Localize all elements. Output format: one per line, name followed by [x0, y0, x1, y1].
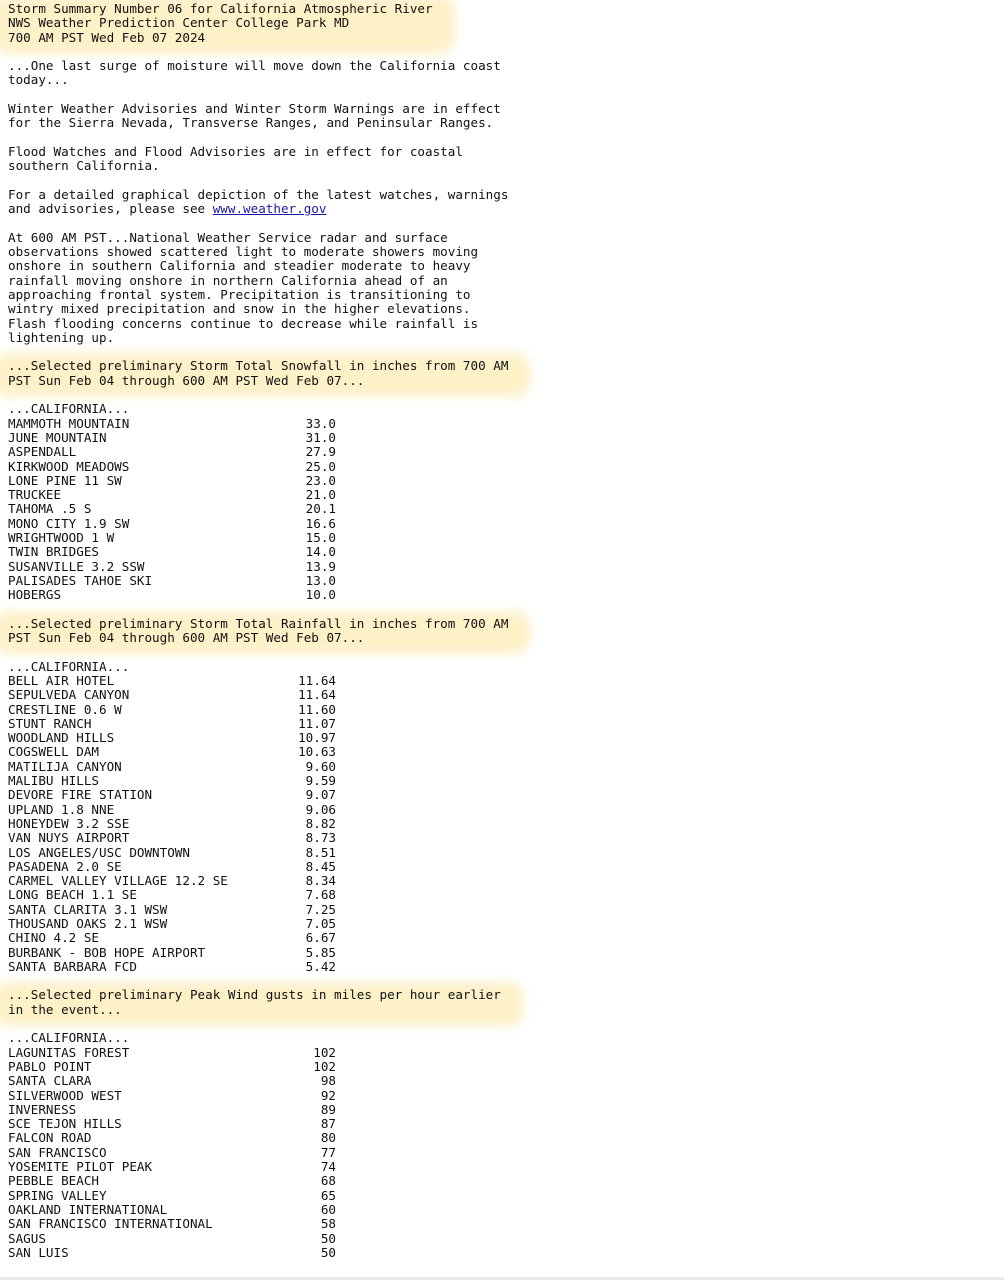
snowfall-station-value: 23.0 — [305, 472, 336, 488]
wind-row — [8, 1060, 996, 1074]
rainfall-station-name: MALIBU HILLS — [8, 773, 99, 789]
rainfall-station-value: 7.05 — [305, 916, 336, 931]
rainfall-station-name: SANTA CLARITA 3.1 WSW — [8, 901, 168, 917]
wind-heading-line: ...Selected preliminary Peak Wind gusts in miles per hour earlier — [8, 987, 501, 1003]
discussion-line: At 600 AM PST...National Weather Service radar and surface — [8, 229, 448, 245]
snowfall-row — [8, 417, 996, 431]
rainfall-station-name: CHINO 4.2 SE — [8, 930, 99, 946]
snowfall-station-name: WRIGHTWOOD 1 W — [8, 529, 115, 545]
rainfall-station-name: SANTA BARBARA FCD — [8, 958, 137, 974]
discussion-line: rainfall moving onshore in northern California ahead of an — [8, 272, 448, 288]
snowfall-row — [8, 445, 996, 459]
wind-station-value: 80 — [320, 1130, 336, 1146]
header-office: NWS Weather Prediction Center College Park MD — [8, 15, 350, 31]
rainfall-station-name: PASADENA 2.0 SE — [8, 858, 122, 874]
rainfall-station-name: THOUSAND OAKS 2.1 WSW — [8, 916, 168, 931]
snowfall-station-value: 13.9 — [305, 558, 336, 574]
rainfall-row — [8, 674, 996, 688]
rainfall-station-name: WOODLAND HILLS — [8, 730, 115, 746]
rainfall-heading-line: PST Sun Feb 04 through 600 AM PST Wed Feb 07... — [8, 630, 365, 646]
rainfall-station-value: 11.60 — [298, 701, 336, 717]
rainfall-station-name: HONEYDEW 3.2 SSE — [8, 815, 130, 831]
rainfall-station-name: BURBANK - BOB HOPE AIRPORT — [8, 944, 206, 960]
document-header — [8, 2, 433, 45]
wind-row — [8, 1203, 996, 1217]
snowfall-station-value: 33.0 — [305, 415, 336, 431]
wind-row — [8, 1089, 996, 1103]
rainfall-station-value: 6.67 — [305, 930, 336, 946]
headline-line: ...One last surge of moisture will move down the California coast — [8, 58, 501, 74]
rainfall-heading — [8, 617, 508, 646]
rainfall-station-name: VAN NUYS AIRPORT — [8, 830, 130, 846]
snowfall-station-name: JUNE MOUNTAIN — [8, 429, 107, 445]
snowfall-row — [8, 488, 996, 502]
snowfall-state-label: ...CALIFORNIA... — [8, 401, 130, 417]
wind-station-value: 89 — [320, 1101, 336, 1117]
rainfall-row — [8, 831, 996, 845]
rainfall-station-value: 5.42 — [305, 958, 336, 974]
snowfall-station-name: TWIN BRIDGES — [8, 544, 99, 560]
rainfall-station-value: 9.60 — [305, 758, 336, 774]
wind-station-value: 50 — [320, 1244, 336, 1260]
wind-row — [8, 1174, 996, 1188]
rainfall-station-name: BELL AIR HOTEL — [8, 672, 115, 688]
snowfall-station-value: 25.0 — [305, 458, 336, 474]
storm-summary-document — [8, 2, 996, 1260]
rainfall-station-value: 8.45 — [305, 858, 336, 874]
snowfall-row — [8, 460, 996, 474]
discussion-line: lightening up. — [8, 329, 115, 345]
wind-row — [8, 1246, 996, 1260]
graphical-depiction-line — [8, 202, 996, 216]
rainfall-row — [8, 860, 996, 874]
snowfall-heading — [8, 359, 508, 388]
discussion-line: Flash flooding concerns continue to decrease while rainfall is — [8, 315, 479, 331]
rainfall-station-name: LONG BEACH 1.1 SE — [8, 887, 137, 903]
rainfall-station-name: DEVORE FIRE STATION — [8, 787, 153, 803]
rainfall-row — [8, 874, 996, 888]
rainfall-row — [8, 703, 996, 717]
rainfall-row — [8, 688, 996, 702]
rainfall-station-value: 9.06 — [305, 801, 336, 817]
rainfall-row — [8, 931, 996, 945]
graphical-depiction-prefix: and advisories, please see — [8, 201, 213, 217]
snowfall-station-value: 15.0 — [305, 529, 336, 545]
rainfall-station-value: 10.63 — [298, 744, 336, 760]
rainfall-station-value: 8.34 — [305, 873, 336, 889]
wind-station-name: SILVERWOOD WEST — [8, 1087, 122, 1103]
wind-station-name: PEBBLE BEACH — [8, 1173, 99, 1189]
wind-row — [8, 1074, 996, 1088]
wind-station-value: 98 — [320, 1073, 336, 1089]
snowfall-row — [8, 517, 996, 531]
snowfall-table — [8, 417, 996, 603]
rainfall-station-value: 8.51 — [305, 844, 336, 860]
rainfall-row — [8, 788, 996, 802]
wind-station-name: OAKLAND INTERNATIONAL — [8, 1201, 168, 1217]
wind-row — [8, 1046, 996, 1060]
wind-station-name: SAGUS — [8, 1230, 46, 1246]
discussion-line: onshore in southern California and steadier moderate to heavy — [8, 258, 471, 274]
header-timestamp: 700 AM PST Wed Feb 07 2024 — [8, 29, 206, 45]
rainfall-row — [8, 888, 996, 902]
rainfall-station-value: 9.59 — [305, 773, 336, 789]
wind-row — [8, 1232, 996, 1246]
rainfall-station-name: COGSWELL DAM — [8, 744, 99, 760]
snowfall-station-value: 13.0 — [305, 572, 336, 588]
rainfall-row — [8, 803, 996, 817]
wind-heading-line: in the event... — [8, 1001, 122, 1017]
flood-line: southern California. — [8, 158, 160, 174]
wind-station-value: 77 — [320, 1144, 336, 1160]
wind-station-name: SAN FRANCISCO INTERNATIONAL — [8, 1216, 213, 1232]
snowfall-station-name: TRUCKEE — [8, 487, 62, 503]
wind-station-name: SCE TEJON HILLS — [8, 1116, 122, 1132]
rainfall-row — [8, 717, 996, 731]
rainfall-station-name: UPLAND 1.8 NNE — [8, 801, 115, 817]
wind-station-name: INVERNESS — [8, 1101, 77, 1117]
rainfall-row — [8, 745, 996, 759]
snowfall-row — [8, 531, 996, 545]
snowfall-heading-line: ...Selected preliminary Storm Total Snowfall in inches from 700 AM — [8, 358, 509, 374]
wind-row — [8, 1131, 996, 1145]
rainfall-station-value: 7.68 — [305, 887, 336, 903]
flood-line: Flood Watches and Flood Advisories are in effect for coastal — [8, 143, 463, 159]
rainfall-station-value: 7.25 — [305, 901, 336, 917]
snowfall-row — [8, 431, 996, 445]
rainfall-heading-line: ...Selected preliminary Storm Total Rainfall in inches from 700 AM — [8, 615, 509, 631]
wind-state-label: ...CALIFORNIA... — [8, 1030, 130, 1046]
rainfall-station-value: 10.97 — [298, 730, 336, 746]
wind-station-value: 92 — [320, 1087, 336, 1103]
rainfall-station-value: 11.64 — [298, 672, 336, 688]
snowfall-station-name: PALISADES TAHOE SKI — [8, 572, 153, 588]
snowfall-station-name: SUSANVILLE 3.2 SSW — [8, 558, 145, 574]
snowfall-station-value: 21.0 — [305, 487, 336, 503]
wind-station-value: 58 — [320, 1216, 336, 1232]
header-title: Storm Summary Number 06 for California Atmospheric River — [8, 1, 433, 16]
snowfall-station-value: 10.0 — [305, 587, 336, 603]
rainfall-station-value: 9.07 — [305, 787, 336, 803]
headline-line: today... — [8, 72, 69, 88]
snowfall-heading-line: PST Sun Feb 04 through 600 AM PST Wed Feb 07... — [8, 372, 365, 388]
wind-station-value: 74 — [320, 1159, 336, 1175]
wind-row — [8, 1117, 996, 1131]
rainfall-row — [8, 846, 996, 860]
wind-station-name: SPRING VALLEY — [8, 1187, 107, 1203]
rainfall-station-name: SEPULVEDA CANYON — [8, 687, 130, 703]
rainfall-row — [8, 903, 996, 917]
wind-heading — [8, 988, 501, 1017]
snowfall-row — [8, 474, 996, 488]
rainfall-station-name: LOS ANGELES/USC DOWNTOWN — [8, 844, 190, 860]
snowfall-row — [8, 574, 996, 588]
snowfall-station-name: ASPENDALL — [8, 444, 77, 460]
snowfall-station-value: 31.0 — [305, 429, 336, 445]
wind-station-value: 68 — [320, 1173, 336, 1189]
snowfall-row — [8, 560, 996, 574]
rainfall-row — [8, 817, 996, 831]
wind-station-name: FALCON ROAD — [8, 1130, 92, 1146]
rainfall-station-name: MATILIJA CANYON — [8, 758, 122, 774]
wind-station-name: PABLO POINT — [8, 1058, 92, 1074]
wind-row — [8, 1217, 996, 1231]
wind-station-name: LAGUNITAS FOREST — [8, 1044, 130, 1060]
rainfall-row — [8, 946, 996, 960]
wind-station-name: SAN LUIS — [8, 1244, 69, 1260]
snowfall-station-value: 20.1 — [305, 501, 336, 517]
advisories-line: for the Sierra Nevada, Transverse Ranges, and Peninsular Ranges. — [8, 115, 494, 131]
snowfall-station-name: LONE PINE 11 SW — [8, 472, 122, 488]
wind-station-value: 50 — [320, 1230, 336, 1246]
snowfall-station-name: MONO CITY 1.9 SW — [8, 515, 130, 531]
wind-row — [8, 1160, 996, 1174]
wind-station-name: YOSEMITE PILOT PEAK — [8, 1159, 153, 1175]
rainfall-row — [8, 731, 996, 745]
snowfall-row — [8, 545, 996, 559]
snowfall-station-name: KIRKWOOD MEADOWS — [8, 458, 130, 474]
discussion-paragraph — [8, 231, 996, 345]
discussion-line: wintry mixed precipitation and snow in the higher elevations. — [8, 301, 471, 317]
rainfall-row — [8, 774, 996, 788]
wind-row — [8, 1146, 996, 1160]
wind-table — [8, 1046, 996, 1260]
rainfall-station-value: 8.82 — [305, 815, 336, 831]
rainfall-station-value: 5.85 — [305, 944, 336, 960]
graphical-depiction-line: For a detailed graphical depiction of the latest watches, warnings — [8, 186, 509, 202]
wind-station-value: 102 — [313, 1058, 336, 1074]
advisories-line: Winter Weather Advisories and Winter Storm Warnings are in effect — [8, 101, 501, 117]
rainfall-state-label: ...CALIFORNIA... — [8, 658, 130, 674]
rainfall-station-name: STUNT RANCH — [8, 715, 92, 731]
wind-row — [8, 1103, 996, 1117]
weather-gov-link[interactable]: www.weather.gov — [212, 201, 327, 217]
wind-station-value: 65 — [320, 1187, 336, 1203]
rainfall-station-name: CARMEL VALLEY VILLAGE 12.2 SE — [8, 873, 228, 889]
snowfall-station-name: TAHOMA .5 S — [8, 501, 92, 517]
rainfall-station-value: 8.73 — [305, 830, 336, 846]
snowfall-row — [8, 588, 996, 602]
snowfall-station-value: 27.9 — [305, 444, 336, 460]
rainfall-table — [8, 674, 996, 974]
rainfall-station-value: 11.64 — [298, 687, 336, 703]
snowfall-station-name: HOBERGS — [8, 587, 62, 603]
rainfall-station-name: CRESTLINE 0.6 W — [8, 701, 122, 717]
snowfall-row — [8, 502, 996, 516]
snowfall-station-name: MAMMOTH MOUNTAIN — [8, 415, 130, 431]
wind-station-value: 87 — [320, 1116, 336, 1132]
wind-station-name: SAN FRANCISCO — [8, 1144, 107, 1160]
rainfall-station-value: 11.07 — [298, 715, 336, 731]
wind-station-value: 60 — [320, 1201, 336, 1217]
wind-row — [8, 1189, 996, 1203]
rainfall-row — [8, 960, 996, 974]
wind-station-name: SANTA CLARA — [8, 1073, 92, 1089]
snowfall-station-value: 16.6 — [305, 515, 336, 531]
discussion-line: observations showed scattered light to moderate showers moving — [8, 244, 479, 260]
rainfall-row — [8, 760, 996, 774]
snowfall-station-value: 14.0 — [305, 544, 336, 560]
discussion-line: approaching frontal system. Precipitation is transitioning to — [8, 286, 471, 302]
wind-station-value: 102 — [313, 1044, 336, 1060]
rainfall-row — [8, 917, 996, 931]
